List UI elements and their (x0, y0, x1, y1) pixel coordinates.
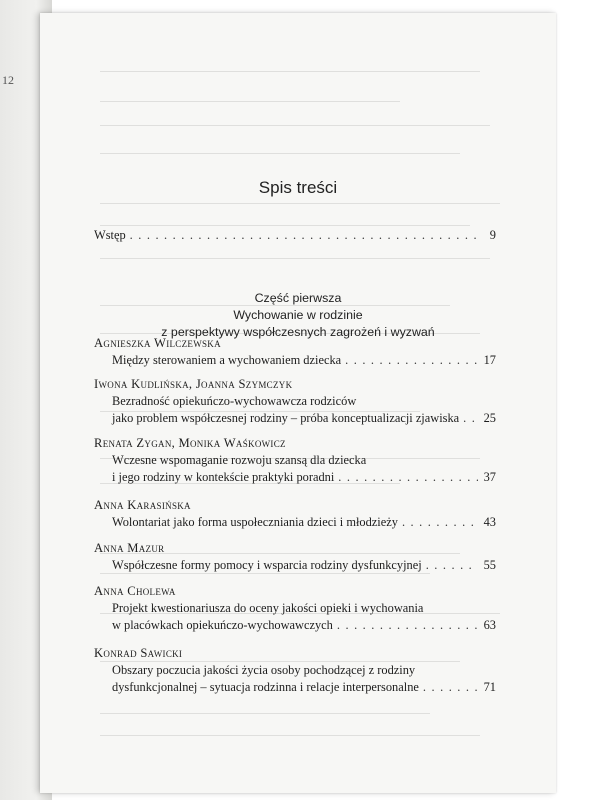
toc-entry-title: Współczesne formy pomocy i wsparcia rodziny dysfunkcyjnej (112, 558, 422, 572)
toc-title: Spis treści (258, 178, 338, 197)
dot-leader (338, 469, 478, 486)
toc-entry-author: Anna Cholewa (94, 584, 176, 598)
toc-entry-page: 25 (483, 411, 496, 425)
dot-leader (423, 679, 478, 696)
toc-entry-page: 43 (483, 515, 496, 529)
toc-intro-line (94, 227, 496, 244)
toc-entry-title: dysfunkcjonalnej – sytuacja rodzinna i relacje interpersonalne (112, 680, 419, 694)
toc-entry-title-line: Wczesne wspomaganie rozwoju szansą dla dziecka (112, 453, 367, 467)
toc-entry (94, 376, 496, 427)
part-heading: Część pierwsza (254, 291, 342, 305)
toc-entry-title-line (94, 679, 496, 696)
toc-entry-title: Wolontariat jako forma uspołeczniania dzieci i młodzieży (112, 515, 398, 529)
dot-leader (463, 410, 478, 427)
toc-entry-title: i jego rodziny w kontekście praktyki poradni (112, 470, 335, 484)
toc-entry-author: Renata Zygan, Monika Waśkowicz (94, 436, 286, 450)
toc-entry (94, 540, 496, 574)
dot-leader (345, 352, 478, 369)
toc-entry-intro (94, 227, 496, 244)
toc-entry-title-line (94, 514, 496, 531)
part-heading-block (40, 290, 556, 341)
toc-entry-page: 55 (483, 558, 496, 572)
toc-entry (94, 335, 496, 369)
toc-entry-title-line (94, 557, 496, 574)
toc-entry-title: w placówkach opiekuńczo-wychowawczych (112, 618, 333, 632)
toc-entry-page: 71 (483, 680, 496, 694)
toc-entry (94, 583, 496, 634)
toc-entry (94, 435, 496, 486)
toc-entry-title-line (94, 617, 496, 634)
dot-leader (402, 514, 478, 531)
dot-leader (130, 227, 478, 244)
toc-entry-author: Agnieszka Wilczewska (94, 336, 221, 350)
toc-entry-title: jako problem współczesnej rodziny – próba konceptualizacji zjawiska (112, 411, 460, 425)
previous-page-number: 12 (2, 73, 14, 87)
toc-entry-author: Anna Karasińska (94, 498, 191, 512)
dot-leader (337, 617, 478, 634)
toc-entry (94, 645, 496, 696)
toc-entry-title-line: Obszary poczucia jakości życia osoby pochodzącej z rodziny (112, 663, 416, 677)
toc-entry-author: Anna Mazur (94, 541, 165, 555)
book-page (40, 13, 556, 793)
toc-intro-label: Wstęp (94, 228, 126, 242)
toc-entry-page: 63 (483, 618, 496, 632)
toc-entry-title: Między sterowaniem a wychowaniem dziecka (112, 353, 342, 367)
part-subtitle-1: Wychowanie w rodzinie (233, 308, 363, 322)
dot-leader (426, 557, 478, 574)
toc-entry-author: Konrad Sawicki (94, 646, 183, 660)
toc-entry (94, 497, 496, 531)
toc-entry-page: 17 (483, 353, 496, 367)
toc-entry-title-line: Projekt kwestionariusza do oceny jakości opieki i wychowania (112, 601, 424, 615)
toc-entry-title-line (94, 410, 496, 427)
toc-entry-title-line: Bezradność opiekuńczo-wychowawcza rodziców (112, 394, 357, 408)
toc-entry-page: 37 (483, 470, 496, 484)
toc-entry-title-line (94, 469, 496, 486)
part-subtitle-2: z perspektywy współczesnych zagrożeń i wyzwań (161, 325, 435, 339)
toc-entry-title-line (94, 352, 496, 369)
toc-intro-page: 9 (489, 228, 496, 242)
toc-entry-author: Iwona Kudlińska, Joanna Szymczyk (94, 377, 293, 391)
